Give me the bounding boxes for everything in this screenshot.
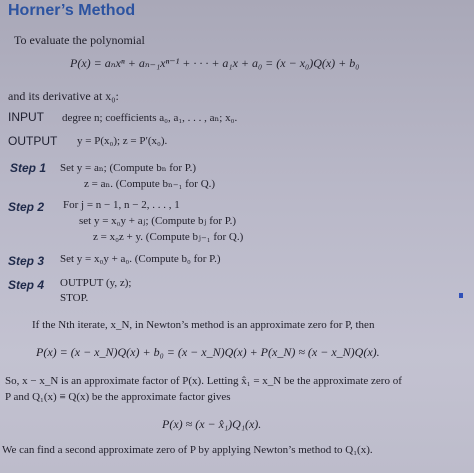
step-2-line-2: set y = x₀y + aⱼ; (Compute bⱼ for P.) [79,215,237,227]
factor-paragraph-line-1: So, x − x_N is an approximate factor of P(x). Letting x̂₁ = x_N be the approximate zero of [5,375,402,387]
deflation-paragraph: We can find a second approximate zero of P by applying Newton’s method to Q₁(x). [2,444,373,456]
step-4-line-2: STOP. [60,292,89,304]
step-1-label: Step 1 [10,161,47,175]
approximation-equation: P(x) = (x − x_N)Q(x) + b₀ = (x − x_N)Q(x) + P(x_N) ≈ (x − x_N)Q(x). [36,345,380,359]
derivative-text: and its derivative at x₀: [8,89,119,103]
step-4-line-1: OUTPUT (y, z); [60,277,132,289]
page-title: Horner’s Method [8,2,136,19]
step-3-label: Step 3 [8,254,45,268]
input-text: degree n; coefficients a₀, a₁, . . . , aₙ; x₀. [62,112,238,124]
step-4-label: Step 4 [8,278,45,292]
input-label: INPUT [8,110,44,124]
step-1-line-2: z = aₙ. (Compute bₙ₋₁ for Q.) [84,178,216,190]
output-text: y = P(x₀); z = P′(x₀). [77,135,168,147]
intro-text: To evaluate the polynomial [14,33,145,47]
step-2-label: Step 2 [8,200,45,214]
output-label: OUTPUT [8,134,58,148]
factor-paragraph-line-2: P and Q₁(x) ≡ Q(x) be the approximate factor gives [5,391,231,403]
polynomial-equation: P(x) = aₙxⁿ + aₙ₋₁xⁿ⁻¹ + · · · + a₁x + a₀ = (x − x₀)Q(x) + b₀ [70,56,360,70]
newton-paragraph: If the Nth iterate, x_N, in Newton’s method is an approximate zero for P, then [32,319,375,331]
margin-marker [459,293,463,298]
step-1-line-1: Set y = aₙ; (Compute bₙ for P.) [60,162,197,174]
step-2-line-1: For j = n − 1, n − 2, . . . , 1 [63,199,180,211]
factor-equation: P(x) ≈ (x − x̂₁)Q₁(x). [162,417,262,431]
step-2-line-3: z = x₀z + y. (Compute bⱼ₋₁ for Q.) [93,231,244,243]
step-3-line-1: Set y = x₀y + a₀. (Compute b₀ for P.) [60,253,221,265]
